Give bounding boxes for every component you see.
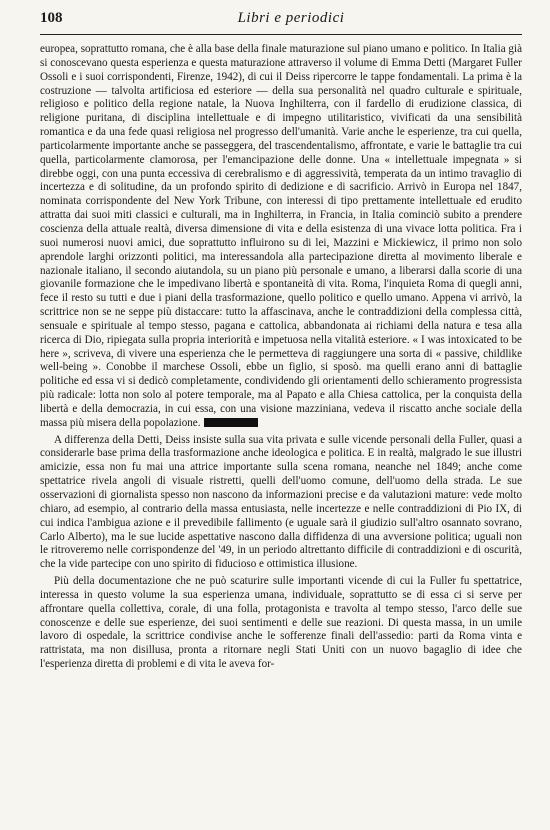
paragraph-2: A differenza della Detti, Deiss insiste sulla sua vita privata e sulle vicende personali della Fuller, quasi a considerarle base prima della trasformazione anche ideologica e politica. E in realtà, malgrado le sue illustri amicizie, essa non fu mai una attrice importante sulla scena romana, neanche nel 1849; anche come spettatrice rivela angoli di visuale ristretti, quelli dell'uomo comune, dell'uomo della strada. Le sue osservazioni di giornalista spesso non nascono da informazioni precise e da valutazioni mature: vede molto chiaro, ad esempio, al contrario della massa entusiasta, nelle incertezze e nelle contraddizioni di Pio IX, di cui indica l'ambigua azione e il prevedibile fallimento (e uguale sarà il giudizio sull'altro osannato sovrano, Carlo Alberto), ma le sue lucide aspettative nascono dalla diffidenza di una avversione politica; uguali non le ritroveremo nelle corrispondenze del '49, in un periodo altrettanto difficile di contraddizioni e di oscurità, che la vide partecipe con uno spirito di fiducioso e ottimistica illusione. (40, 433, 522, 571)
article-body (40, 43, 522, 672)
paragraph-3: Più della documentazione che ne può scaturire sulle importanti vicende di cui la Fuller fu spettatrice, interessa in questo volume la sua esperienza umana, individuale, soprattutto se di essa ci si serve per affrontare quella collettiva, corale, di una folla, protagonista e travolta al tempo stesso, l'arco delle sue conoscenze e delle sue esperienze, dei suoi sentimenti e delle sue reazioni. Di questa massa, in un umile lavoro di ospedale, la scrittrice condivise anche le sofferenze finali dell'assedio: parti da Roma vinta e rattristata, ma non disillusa, pronta a ritornare negli Stati Uniti con un nuovo bagaglio di idee che l'esperienza diretta di problemi e di vita le aveva for- (40, 575, 522, 671)
paragraph-1: europea, soprattutto romana, che è alla base della finale maturazione sul piano umano e politico. In Italia già si conoscevano questa esperienza e questa maturazione attraverso il volume di Emma Detti (Margaret Fuller Ossoli e i suoi corrispondenti, Firenze, 1942), di cui il Deiss ripercorre le tappe fondamentali. La prima è la costruzione — talvolta artificiosa ed esteriore — della sua personalità nel quadro culturale e spirituale, religioso e politico della regione natale, la Nuova Inghilterra, con il fardello di erudizione classica, di religione puritana, di disciplina intellettuale e di impegno utilitaristico, vivificati da una sensibilità romantica e da una fede quasi religiosa nel progresso dell'umanità. Varie anche le esperienze, tra cui quella, particolarmente importante anche se passeggera, del trascendentalismo, affrontate, e varie le battaglie tra cui quella, particolarmente clamorosa, per l'emancipazione delle donne. Una « intellettuale impegnata » si direbbe oggi, con una punta eccessiva di cerebralismo e di aggressività, temperata da un intimo travaglio di incertezza e di solitudine, da un profondo spirito di dedizione e di sacrificio. Arrivò in Europa nel 1847, nominata corrispondente del New York Tribune, con interessi di tipo prettamente intellettuale ed erudito attratta dai suoi miti classici e culturali, ma in Inghilterra, in Francia, in Italia cominciò subito a prendere coscienza della attuale realtà, diversa dimensione di vita e della esistenza di una vivace lotta politica. Fra i suoi numerosi nuovi amici, due soprattutto influirono su di lei, Mazzini e Mickiewicz, il primo non solo aprendole larghi orizzonti politici, ma interessandola alla partecipazione diretta al movimento liberale e nazionale italiano, il secondo aiutandola, su un piano più personale e umano, a liberarsi dalla scorie di una giovanile formazione che le impedivano libertà e spontaneità di vita. Roma, l'inquieta Roma di quegli anni, fece il resto su tutti e due i piani della trasformazione, quello politico e quello umano. Appena vi arrivò, la scrittrice non se ne seppe più distaccare: tutto la affascinava, anche le contraddizioni della complessa città, sensuale e spirituale al tempo stesso, pagana e cattolica, abbandonata ai richiami della natura e tesa alla ricerca di Dio, ripiegata sulla propria interiorità e impetuosa nella vitalità esteriore. « I was intoxicated to be here », scriveva, di vivere una esperienza che le permetteva di raggiungere una sorta di « passive, childlike well-being ». Conobbe il marchese Ossoli, ebbe un figlio, si sposò. ma quelli erano anni di battaglie politiche ed essa vi si dedicò completamente, condividendo gli orientamenti dello schieramento progressista più radicale: lotta non solo al potere temporale, ma al Papato e alla Chiesa cattolica, per la conquista della libertà e della democrazia, in cui essa, con una visione mazziniana, vedeva il riscatto anche sociale della massa più misera della popolazione. (40, 43, 522, 429)
ink-mark (204, 418, 258, 427)
running-title: Libri e periodici (237, 10, 345, 26)
page-number: 108 (40, 10, 63, 26)
page-header (40, 10, 522, 35)
